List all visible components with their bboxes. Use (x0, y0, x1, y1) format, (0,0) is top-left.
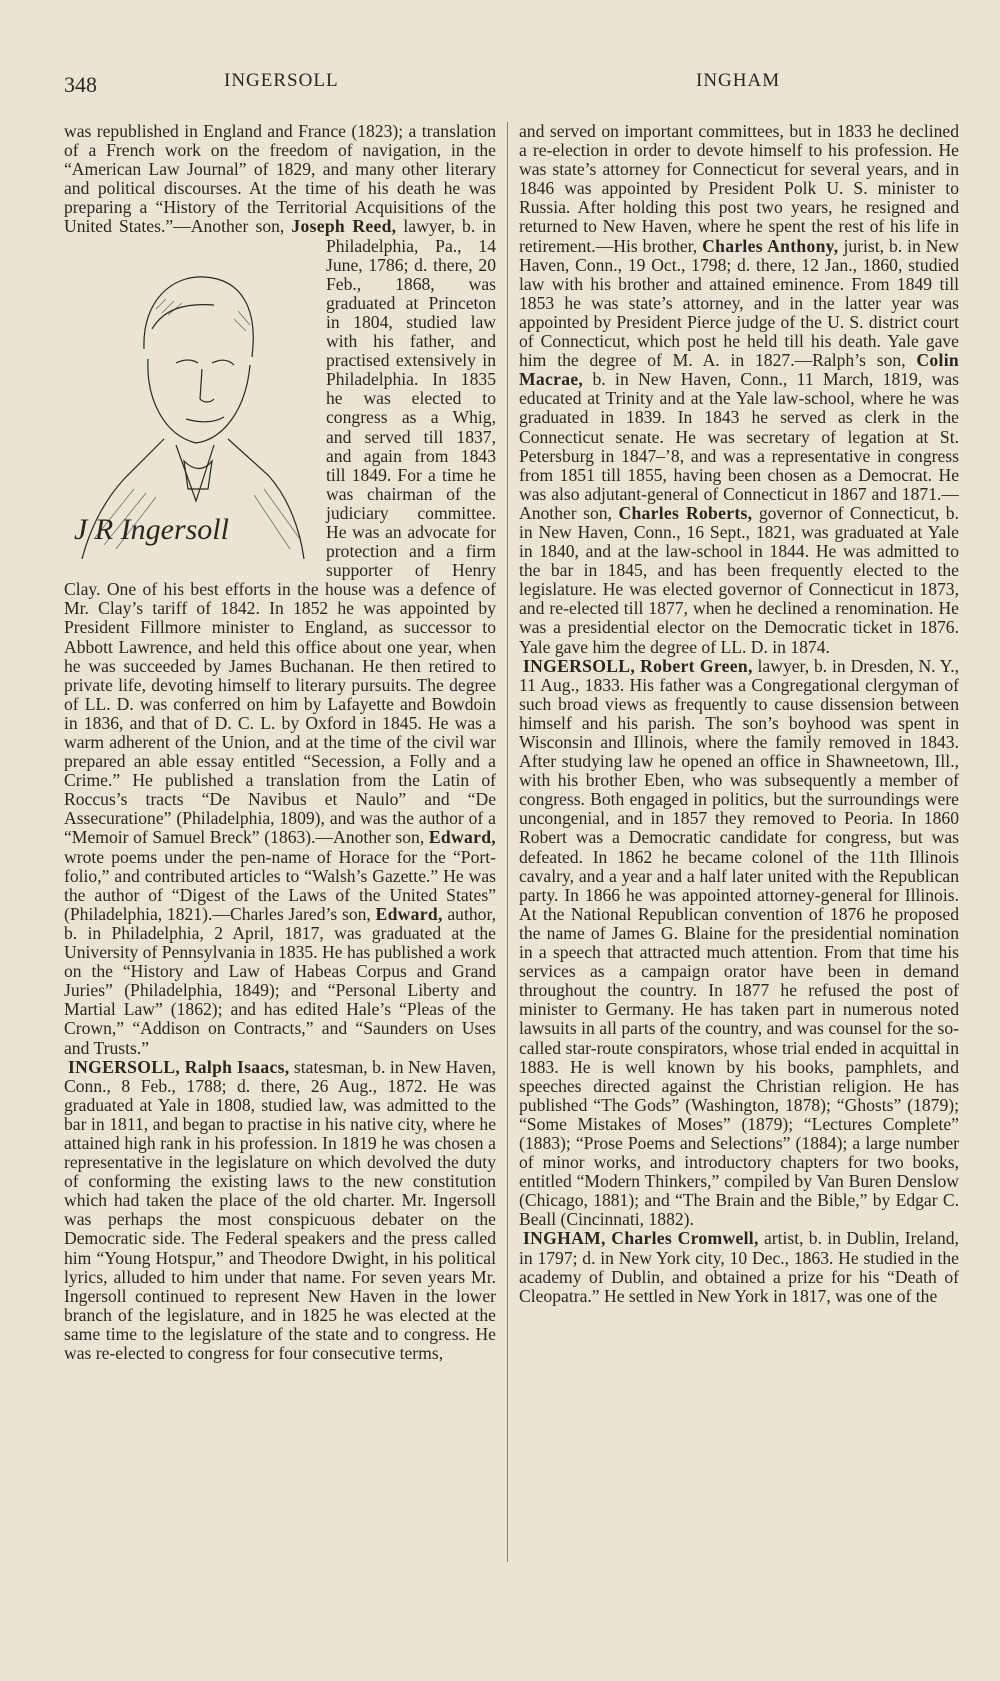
person-name: Edward, (428, 827, 496, 848)
person-name: Colin Macrae, (519, 350, 959, 390)
text-run: governor of Connecticut, b. in New Haven, Conn., 16 Sept., 1821, was graduated at Yale in 1840, and at the law-school in 1844. He was admitted to the bar in 1845, and has been frequently elected to the legislature. He was elected governor of Connecticut in 1873, and re-elected till 1877, when he declined a renomination. He was a presidential elector on the Democratic ticket in 1876. Yale gave him the degree of LL. D. in 1874. (519, 502, 959, 657)
text-run: lawyer, b. in Philadelphia, Pa., 14 June, 1786; d. there, 20 Feb., 1868, was graduated at Princeton in 1804, studied law with his father, and practised extensively in Philadelphia. In 1835 he was elected to congress as a Whig, and served till 1837, and again from 1843 till 1849. For a time he was chairman of the judiciary committee. He was an advocate for protection and a firm supporter of Henry Clay. One of his best efforts in the house was a defence of Mr. Clay’s tariff of 1842. In 1852 he was appointed by President Fillmore minister to England, as successor to Abbott Lawrence, and held this office about one year, when he was succeeded by James Buchanan. He then retired to private life, devoting himself to literary pursuits. The degree of LL. D. was conferred on him by Lafayette and Bowdoin in 1836, and that of D. C. L. by Oxford in 1845. He was a warm adherent of the Union, and at the time of the civil war prepared an able essay entitled “Secession, a Folly and a Crime.” He published a translation from the Latin of Roccus’s tracts “De Navibus et Naulo” and “De Assecuratione” (Philadelphia, 1809), and was the author of a “Memoir of Samuel Breck” (1863).—Another son, (64, 216, 496, 848)
entry-headword: INGERSOLL, Ralph Isaacs, (68, 1056, 290, 1077)
running-head-left: INGERSOLL (224, 70, 339, 91)
left-column (64, 122, 496, 1562)
right-column (519, 122, 959, 1562)
text-run: and served on important committees, but in 1833 he declined a re-election in order to devote himself to his profession. He was state’s attorney for Connecticut for several years, and in 1846 was appointed by President Polk U. S. minister to Russia. After holding this post two years, he resigned and returned to New Haven, where he spent the rest of his life in retirement.—His brother, (519, 122, 959, 256)
entry-headword: INGERSOLL, Robert Green, (523, 655, 753, 676)
entry-headword: INGHAM, Charles Cromwell, (523, 1228, 759, 1249)
running-head-right: INGHAM (696, 70, 781, 91)
column-rule (507, 122, 508, 1562)
text-run: lawyer, b. in Dresden, N. Y., 11 Aug., 1833. His father was a Congregational clergyman of such broad views as frequently to cause dissension between himself and his parish. The son’s boyhood was spent in Wisconsin and Illinois, where the family removed in 1843. After studying law he opened an office in Shawneetown, Ill., with his brother Eben, who was subsequently a member of congress. Both engaged in politics, but the surroundings were uncongenial, and in 1857 they removed to Peoria. In 1860 Robert was a Democratic candidate for congress, but was defeated. In 1862 he became colonel of the 11th Illinois cavalry, and a year and a half later united with the Republican party. In 1866 he was appointed attorney-general for Illinois. At the National Republican convention of 1876 he proposed the name of James G. Blaine for the presidential nomination in a speech that attracted much attention. From that time his services as a campaign orator have been in demand throughout the country. In 1877 he refused the post of minister to Germany. He has taken part in numerous noted lawsuits in all parts of the country, and was counsel for the so-called star-route conspirators, whose trial ended in acquittal in 1883. He is well known by his books, pamphlets, and speeches directed against the Christian religion. He has published “The Gods” (Washington, 1878); “Ghosts” (1879); “Some Mistakes of Moses” (1879); “Lectures Complete” (1883); “Prose Poems and Selections” (1884); a large number of minor works, and introductory chapters for two books, entitled “Modern Thinkers,” compiled by Van Buren Denslow (Chicago, 1881); and “The Brain and the Bible,” by Edgar C. Beall (Cincinnati, 1882). (519, 655, 959, 1230)
person-name: Joseph Reed, (291, 216, 397, 237)
paragraph (519, 122, 959, 657)
portrait-engraving (64, 239, 316, 565)
person-name: Edward, (375, 903, 443, 924)
text-run: b. in New Haven, Conn., 11 March, 1819, was educated at Trinity and at the Yale law-school, where he was graduated in 1839. In 1843 he served as clerk in the Connecticut senate. He was secretary of legation at St. Petersburg in 1847–’8, and was a representative in congress from 1851 till 1855, having been chosen as a Democrat. He was also adjutant-general of Connecticut in 1867 and 1871.—Another son, (519, 369, 959, 523)
text-run: jurist, b. in New Haven, Conn., 19 Oct., 1798; d. there, 12 Jan., 1860, studied law with his brother and attained eminence. From 1849 till 1853 he was state’s attorney, and in the latter year was appointed by President Pierce judge of the U. S. district court of Connecticut, which post he held till his death. Yale gave him the degree of M. A. in 1827.—Ralph’s son, (519, 235, 959, 371)
entry-paragraph (519, 657, 959, 1230)
paragraph (64, 122, 496, 1058)
person-name: Charles Roberts, (618, 502, 753, 523)
text-run: wrote poems under the pen-name of Horace for the “Port-folio,” and contributed articles to “Walsh’s Gazette.” He was the author of “Digest of the Laws of the United States” (Philadelphia, 1821).—Charles Jared’s son, (64, 846, 496, 924)
entry-paragraph (519, 1229, 959, 1305)
text-run: author, b. in Philadelphia, 2 April, 1817, was graduated at the University of Pennsylvania in 1835. He has published a work on the “History and Law of Habeas Corpus and Grand Juries” (Philadelphia, 1849); and “Personal Liberty and Martial Law” (1862); and has edited Hale’s “Pleas of the Crown,” “Addison on Contracts,” and “Saunders on Uses and Trusts.” (64, 903, 496, 1058)
signature: J R Ingersoll (74, 512, 229, 546)
text-run: artist, b. in Dublin, Ireland, in 1797; d. in New York city, 10 Dec., 1863. He studied in the academy of Dublin, and obtained a prize for his “Death of Cleopatra.” He settled in New York in 1817, was one of the (519, 1228, 959, 1306)
page-header (64, 64, 936, 97)
page-number: 348 (64, 72, 97, 97)
portrait-drawing (64, 239, 316, 565)
person-name: Charles Anthony, (702, 235, 839, 256)
text-run: was republished in England and France (1823); a translation of a French work on the freedom of navigation, in the “American Law Journal” of 1829, and many other literary and political discourses. At the time of his death he was preparing a “History of the Territorial Acquisitions of the United States.”—Another son, (64, 122, 496, 237)
text-run: statesman, b. in New Haven, Conn., 8 Feb., 1788; d. there, 26 Aug., 1872. He was graduated at Yale in 1808, studied law, was admitted to the bar in 1811, and began to practise in his native city, where he attained high rank in his profession. In 1819 he was chosen a representative in the legislature on which devolved the duty of conforming the existing laws to the new constitution which had taken the place of the old charter. Mr. Ingersoll was perhaps the most conspicuous debater on the Democratic side. The Federal speakers and the press called him “Young Hotspur,” and Theodore Dwight, in his political lyrics, alluded to him under that name. For seven years Mr. Ingersoll continued to represent New Haven in the lower branch of the legislature, and in 1825 he was elected at the same time to the legislature of the state and to congress. He was re-elected to congress for four consecutive terms, (64, 1056, 496, 1363)
entry-paragraph (64, 1058, 496, 1364)
